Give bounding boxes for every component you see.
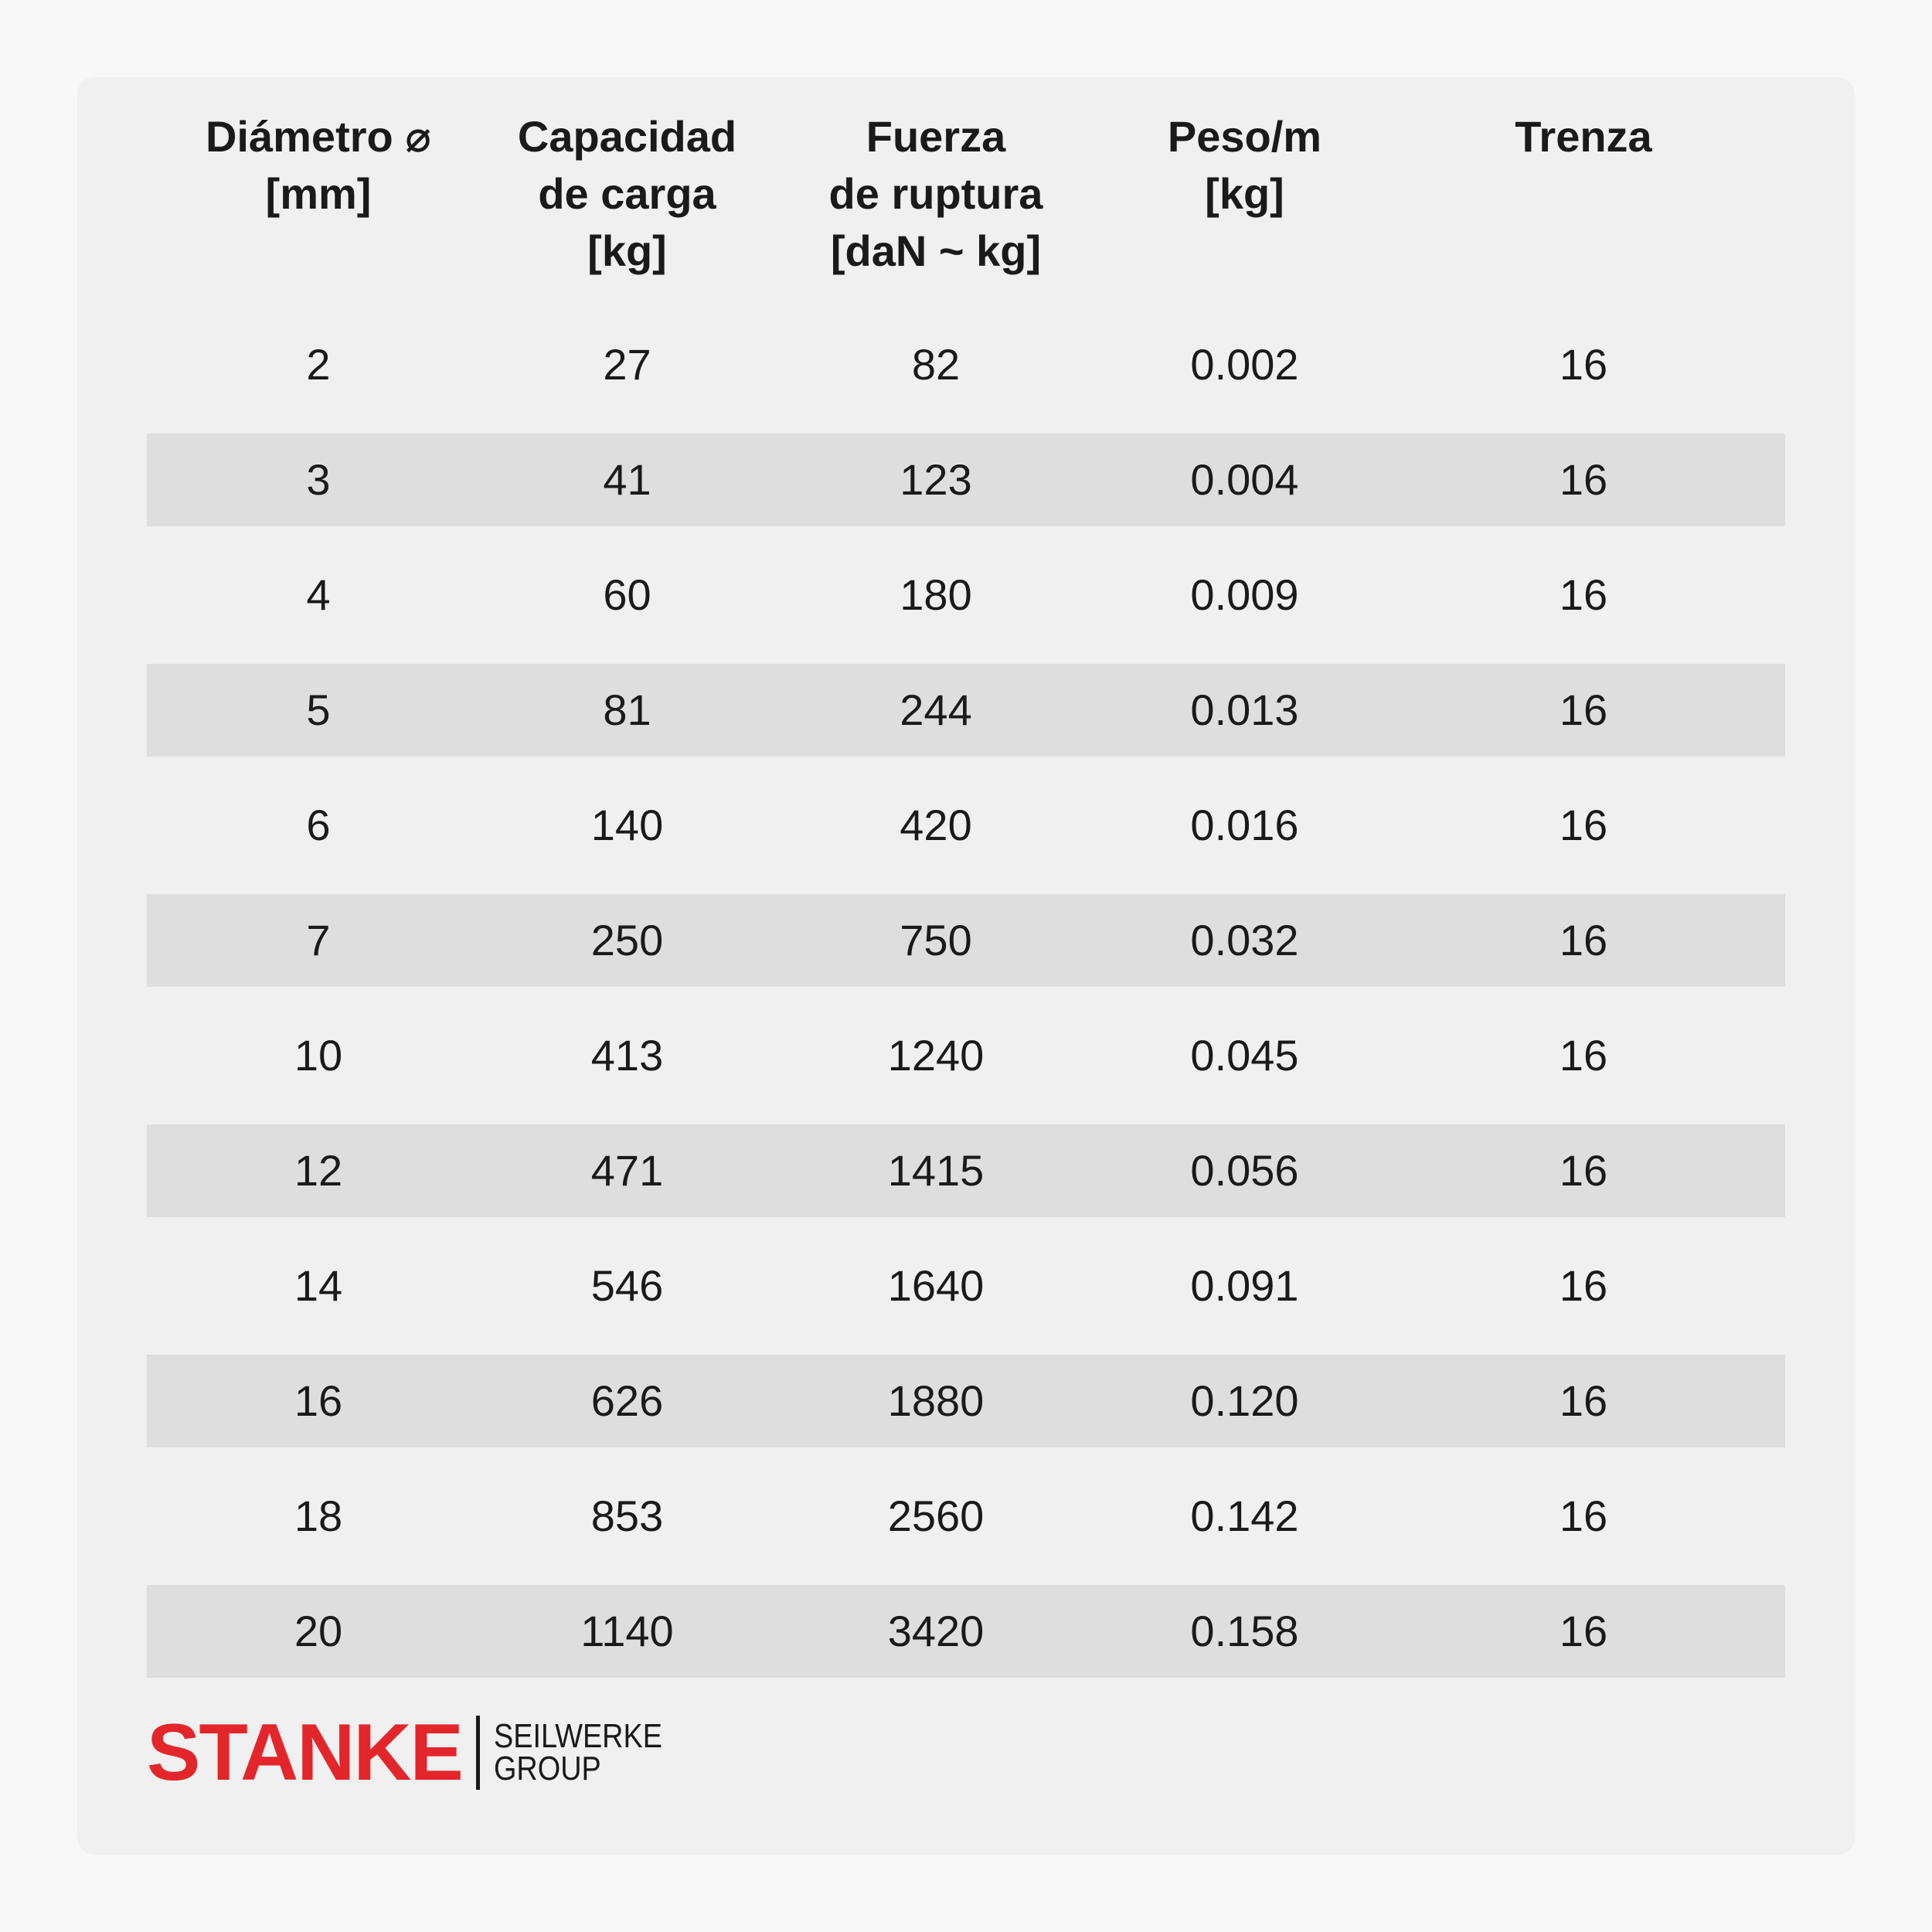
cell-diameter: 5 <box>306 685 331 734</box>
table-row <box>147 549 1785 641</box>
cell-braid: 16 <box>1559 685 1608 734</box>
table-row <box>147 434 1785 526</box>
cell-load-capacity: 546 <box>590 1261 664 1310</box>
cell-breaking-force: 180 <box>900 570 972 619</box>
header-braid <box>1382 108 1785 165</box>
header-weight-line: Peso/m <box>1167 112 1322 161</box>
rope-spec-table <box>147 108 1785 1678</box>
cell-breaking-force: 1640 <box>887 1261 985 1310</box>
header-load-capacity-line: de carga <box>538 169 716 218</box>
cell-braid: 16 <box>1559 1492 1608 1540</box>
cell-breaking-force: 750 <box>900 916 972 964</box>
cell-weight-per-meter: 0.032 <box>1190 916 1299 964</box>
header-load-capacity <box>490 108 764 280</box>
cell-load-capacity: 140 <box>590 801 664 849</box>
row-spacer <box>147 1102 1785 1124</box>
cell-weight-per-meter: 0.002 <box>1190 340 1299 389</box>
table-row <box>147 664 1785 757</box>
header-breaking-force-line: Fuerza <box>866 112 1006 161</box>
logo-divider <box>476 1716 480 1790</box>
header-braid-line: Trenza <box>1515 112 1652 161</box>
table-row <box>147 894 1785 987</box>
row-spacer <box>147 872 1785 894</box>
cell-braid: 16 <box>1559 340 1608 389</box>
table-row <box>147 1355 1785 1447</box>
header-breaking-force-unit: [daN ~ kg] <box>830 226 1042 275</box>
cell-braid: 16 <box>1559 1607 1608 1655</box>
cell-diameter: 3 <box>306 455 331 504</box>
header-weight-per-meter <box>1107 108 1382 223</box>
cell-weight-per-meter: 0.009 <box>1190 570 1299 619</box>
cell-braid: 16 <box>1559 570 1608 619</box>
table-row <box>147 1240 1785 1332</box>
cell-load-capacity: 27 <box>603 340 651 389</box>
stanke-logo <box>147 1708 689 1798</box>
table-row <box>147 1470 1785 1563</box>
row-spacer <box>147 757 1785 779</box>
cell-weight-per-meter: 0.045 <box>1190 1031 1299 1080</box>
spec-card <box>77 77 1855 1855</box>
cell-diameter: 18 <box>294 1492 343 1540</box>
row-spacer <box>147 1217 1785 1240</box>
cell-breaking-force: 1880 <box>887 1376 985 1425</box>
row-spacer <box>147 1447 1785 1470</box>
table-row <box>147 1009 1785 1102</box>
row-spacer <box>147 526 1785 549</box>
cell-weight-per-meter: 0.142 <box>1190 1492 1299 1540</box>
cell-diameter: 4 <box>306 570 331 619</box>
cell-braid: 16 <box>1559 455 1608 504</box>
row-spacer <box>147 1332 1785 1355</box>
table-row <box>147 1124 1785 1217</box>
header-breaking-force-line: de ruptura <box>828 169 1043 218</box>
table-row <box>147 1585 1785 1678</box>
cell-diameter: 20 <box>294 1607 343 1655</box>
logo-subtitle <box>493 1717 662 1787</box>
header-diameter-line: Diámetro ⌀ <box>205 112 431 161</box>
cell-braid: 16 <box>1559 1261 1608 1310</box>
cell-weight-per-meter: 0.091 <box>1190 1261 1299 1310</box>
table-row <box>147 318 1785 411</box>
header-breaking-force <box>764 108 1107 280</box>
cell-weight-per-meter: 0.158 <box>1190 1607 1299 1655</box>
cell-diameter: 6 <box>306 801 331 849</box>
logo-subtitle-line2: GROUP <box>493 1750 601 1787</box>
cell-breaking-force: 1415 <box>887 1146 985 1195</box>
header-weight-unit: [kg] <box>1205 169 1284 218</box>
cell-weight-per-meter: 0.016 <box>1190 801 1299 849</box>
cell-load-capacity: 1140 <box>580 1607 674 1655</box>
cell-breaking-force: 1240 <box>887 1031 985 1080</box>
cell-diameter: 2 <box>306 340 331 389</box>
header-diameter <box>147 108 490 223</box>
cell-braid: 16 <box>1559 801 1608 849</box>
cell-weight-per-meter: 0.120 <box>1190 1376 1299 1425</box>
cell-load-capacity: 626 <box>590 1376 664 1425</box>
logo-subtitle-line1: SEILWERKE <box>493 1717 662 1755</box>
cell-diameter: 14 <box>294 1261 343 1310</box>
cell-weight-per-meter: 0.056 <box>1190 1146 1299 1195</box>
cell-breaking-force: 82 <box>911 340 961 389</box>
cell-braid: 16 <box>1559 1031 1608 1080</box>
cell-load-capacity: 853 <box>590 1492 664 1540</box>
cell-breaking-force: 3420 <box>887 1607 985 1655</box>
cell-breaking-force: 123 <box>900 455 972 504</box>
table-body <box>147 318 1785 1678</box>
cell-braid: 16 <box>1559 1376 1608 1425</box>
table-header-row <box>147 108 1785 318</box>
cell-breaking-force: 420 <box>900 801 972 849</box>
cell-braid: 16 <box>1559 916 1608 964</box>
row-spacer <box>147 411 1785 434</box>
cell-load-capacity: 413 <box>590 1031 664 1080</box>
header-load-capacity-unit: [kg] <box>587 226 667 275</box>
cell-weight-per-meter: 0.013 <box>1190 685 1299 734</box>
table-row <box>147 779 1785 872</box>
cell-load-capacity: 81 <box>603 685 651 734</box>
header-diameter-unit: [mm] <box>265 169 372 218</box>
logo-wordmark: STANKE <box>147 1708 462 1798</box>
cell-breaking-force: 2560 <box>887 1492 985 1540</box>
cell-load-capacity: 471 <box>590 1146 664 1195</box>
cell-weight-per-meter: 0.004 <box>1190 455 1299 504</box>
cell-load-capacity: 250 <box>590 916 664 964</box>
cell-diameter: 10 <box>294 1031 343 1080</box>
cell-breaking-force: 244 <box>900 685 972 734</box>
row-spacer <box>147 1563 1785 1585</box>
cell-diameter: 7 <box>306 916 331 964</box>
cell-diameter: 16 <box>294 1376 343 1425</box>
cell-diameter: 12 <box>294 1146 343 1195</box>
cell-braid: 16 <box>1559 1146 1608 1195</box>
cell-load-capacity: 41 <box>603 455 651 504</box>
row-spacer <box>147 641 1785 664</box>
cell-load-capacity: 60 <box>603 570 651 619</box>
header-load-capacity-line: Capacidad <box>517 112 737 161</box>
row-spacer <box>147 987 1785 1009</box>
